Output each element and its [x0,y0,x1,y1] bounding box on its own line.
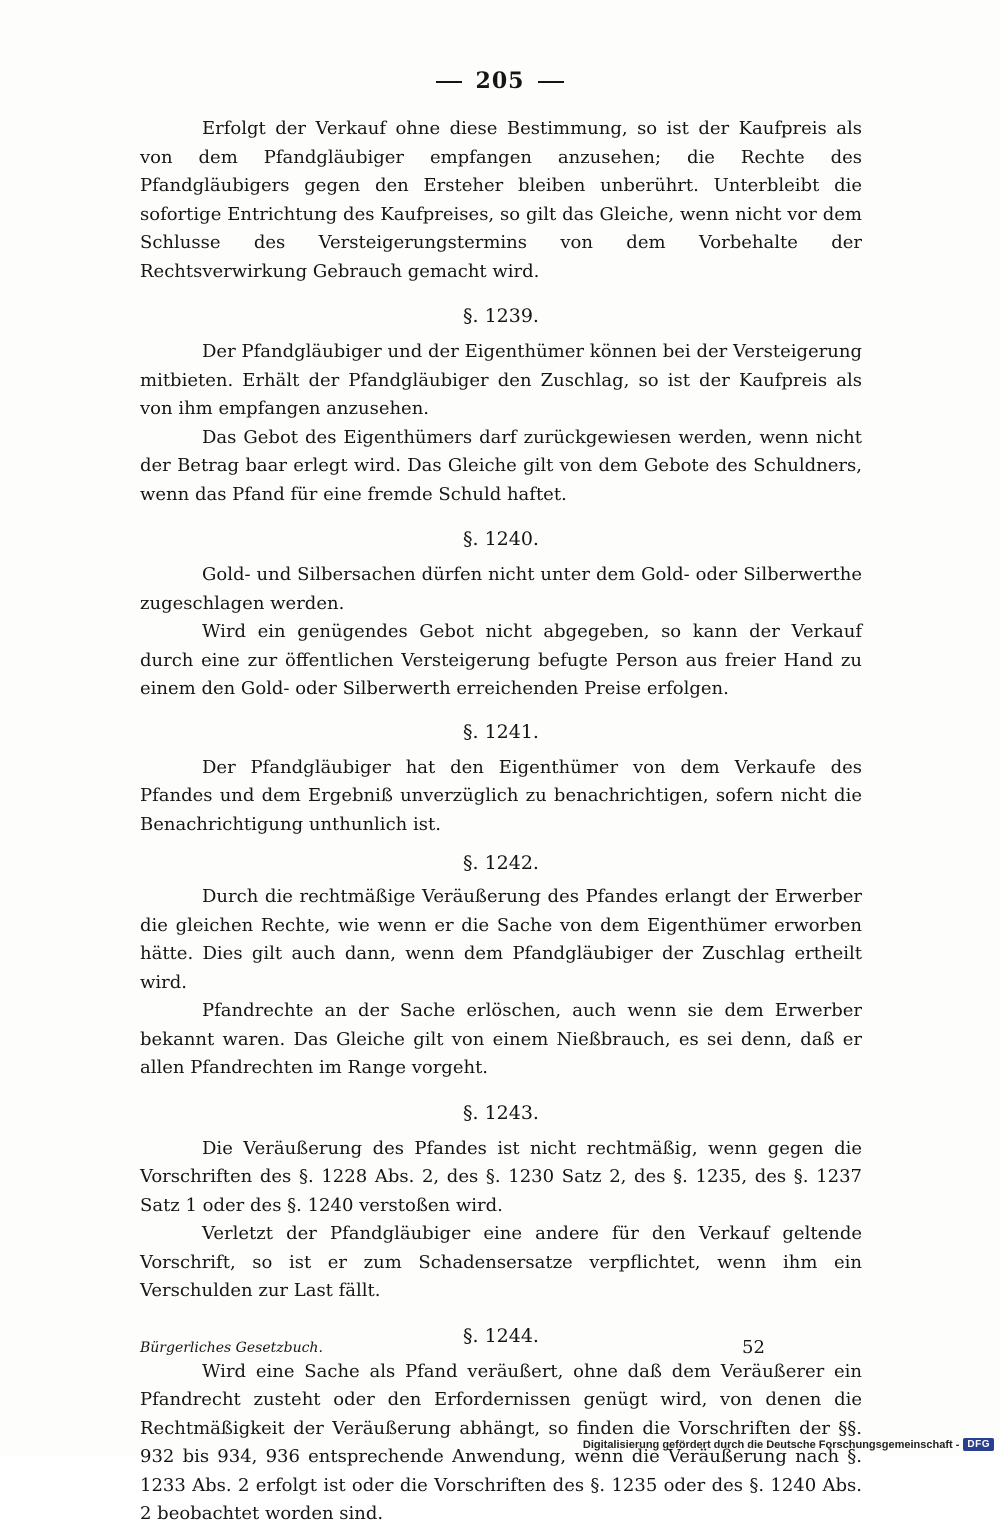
header-dash-left [436,81,462,83]
section-heading-1239: §. 1239. [463,305,539,327]
section-heading-1240: §. 1240. [463,528,539,550]
section-1239-paragraph-2: Das Gebot des Eigenthümers darf zurückgewiesen werden, wenn nicht der Betrag baar erlegt wird. Das Gleiche gilt von dem Gebote des Schuldners, wenn das Pfand für eine fremde Schuld haftet. [140,426,862,505]
section-1240-paragraph-2: Wird ein genügendes Gebot nicht abgegeben, so kann der Verkauf durch eine zur öffentlichen Versteigerung befugte Person aus freier Hand zu einem den Gold- oder Silberwerth erreichenden Preise erfolgen. [140,621,862,699]
section-1239-paragraph-1: Der Pfandgläubiger und der Eigenthümer können bei der Versteigerung mitbieten. Erhält der Pfandgläubiger den Zuschlag, so ist der Kaufpreis als von ihm empfangen anzusehen. [140,341,862,419]
section-1240-paragraph-1: Gold- und Silbersachen dürfen nicht unter dem Gold- oder Silberwerthe zugeschlagen werden. [140,564,862,614]
section-heading-1243: §. 1243. [463,1101,539,1124]
section-1243-paragraph-2: Verletzt der Pfandgläubiger eine andere für den Verkauf geltende Vorschrift, so ist er zum Schadensersatze verpflichtet, wenn ihm ein Verschulden zur Last fällt. [140,1223,862,1301]
digitization-credit-text: Digitalisierung gefördert durch die Deutsche Forschungsgemeinschaft - [582,1438,960,1451]
header-dash-right [538,81,564,83]
footer-source-title: Bürgerliches Gesetzbuch. [140,1340,323,1356]
section-1243-paragraph-1: Die Veräußerung des Pfandes ist nicht rechtmäßig, wenn gegen die Vorschriften des §. 1228 Abs. 2, des §. 1230 Satz 2, des §. 1235, des §. 1237 Satz 1 oder des §. 1240 verstoßen wird. [140,1137,862,1216]
section-heading-1242: §. 1242. [463,852,539,874]
page-number: 205 [475,68,525,94]
section-heading-1241: §. 1241. [463,720,539,743]
body-text [140,115,862,1529]
section-1242-paragraph-2: Pfandrechte an der Sache erlöschen, auch wenn sie dem Erwerber bekannt waren. Das Gleiche gilt von einem Nießbrauch, es sei denn, daß er allen Pfandrechten im Range vorgeht. [140,1000,862,1078]
intro-paragraph: Erfolgt der Verkauf ohne diese Bestimmung, so ist der Kaufpreis als von dem Pfandgläubiger empfangen anzusehen; die Rechte des Pfandgläubigers gegen den Ersteher bleiben unberührt. Unterbleibt die sofortige Entrichtung des Kaufpreises, so gilt das Gleiche, wenn nicht vor dem Schlusse des Versteigerungstermins von dem Vorbehalte der Rechtsverwirkung Gebrauch gemacht wird. [140,118,862,282]
section-1244-paragraph-1: Wird eine Sache als Pfand veräußert, ohne daß dem Veräußerer ein Pfandrecht zusteht oder den Erfordernissen genügt wird, von denen die Rechtmäßigkeit der Veräußerung abhängt, so finden die Vorschriften der §§. 932 bis 934, 936 entsprechende Anwendung, wenn die Veräußerung nach §. 1233 Abs. 2 erfolgt ist oder die Vorschriften des §. 1235 oder des §. 1240 Abs. 2 beobachtet worden sind. [140,1360,862,1524]
footer-signature-mark: 52 [742,1337,765,1358]
digitization-credit [583,1438,994,1451]
section-1242-paragraph-1: Durch die rechtmäßige Veräußerung des Pfandes erlangt der Erwerber die gleichen Rechte, wie wenn er die Sache von dem Eigenthümer erworben hätte. Dies gilt auch dann, wenn dem Pfandgläubiger der Zuschlag ertheilt wird. [140,886,862,993]
section-heading-1244: §. 1244. [463,1324,539,1347]
page-header [0,68,1000,94]
section-1241-paragraph-1: Der Pfandgläubiger hat den Eigenthümer von dem Verkaufe des Pfandes und dem Ergebniß unverzüglich zu benachrichtigen, sofern nicht die Benachrichtigung unthunlich ist. [140,756,862,835]
dfg-logo: DFG [963,1438,994,1451]
